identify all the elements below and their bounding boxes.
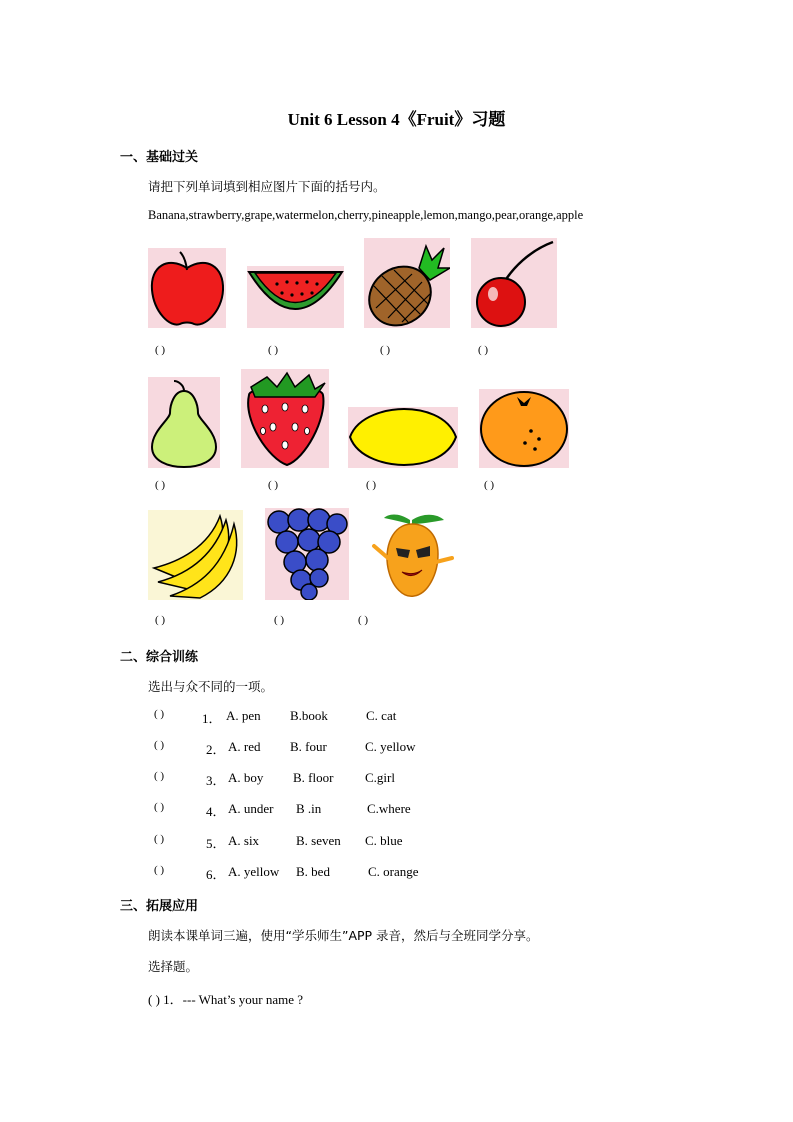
- option-b: B. four: [290, 739, 327, 754]
- strawberry-image: [241, 369, 329, 468]
- question-number: 4．: [206, 804, 226, 819]
- option-c: C.girl: [365, 770, 395, 785]
- word-bank: Banana,strawberry,grape,watermelon,cherry,pineapple,lemon,mango,pear,orange,apple: [148, 208, 584, 222]
- blank-8[interactable]: ( ): [484, 479, 495, 491]
- question-number: 5．: [206, 836, 226, 851]
- section-2-instruction: 选出与众不同的一项。: [148, 679, 274, 694]
- option-a: A. boy: [228, 770, 264, 785]
- blank-6[interactable]: ( ): [268, 479, 279, 491]
- option-c: C. blue: [365, 833, 403, 848]
- pineapple-image: [364, 238, 450, 328]
- blank-2[interactable]: ( ): [268, 344, 279, 356]
- banana-image: [148, 510, 243, 600]
- option-b: B. seven: [296, 833, 341, 848]
- blank-9[interactable]: ( ): [155, 614, 166, 626]
- answer-blank[interactable]: ( ): [154, 739, 165, 751]
- section-1-instruction: 请把下列单词填到相应图片下面的括号内。: [148, 179, 386, 194]
- blank-5[interactable]: ( ): [155, 479, 166, 491]
- blank-10[interactable]: ( ): [274, 614, 285, 626]
- apple-image: [148, 248, 226, 328]
- page-title: Unit 6 Lesson 4《Fruit》习题: [287, 110, 506, 129]
- option-a: A. under: [228, 801, 274, 816]
- pear-image: [148, 377, 220, 468]
- cherry-image: [471, 238, 557, 328]
- option-c: C. cat: [366, 708, 397, 723]
- answer-blank[interactable]: ( ): [154, 833, 165, 845]
- option-a: A. six: [228, 833, 260, 848]
- choice-heading: 选择题。: [148, 959, 199, 974]
- option-a: A. red: [228, 739, 261, 754]
- section-1-heading: 一、基础过关: [120, 150, 199, 165]
- option-b: B. bed: [296, 864, 330, 879]
- answer-blank[interactable]: ( ): [154, 770, 165, 782]
- option-c: C.where: [367, 801, 411, 816]
- blank-7[interactable]: ( ): [366, 479, 377, 491]
- question-number: 6．: [206, 867, 226, 882]
- blank-1[interactable]: ( ): [155, 344, 166, 356]
- mango-image: [368, 508, 460, 600]
- grape-image: [265, 508, 349, 600]
- question-number: 2．: [206, 742, 226, 757]
- answer-blank[interactable]: ( ): [154, 801, 165, 813]
- orange-image: [479, 389, 569, 468]
- answer-blank[interactable]: ( ): [154, 708, 165, 720]
- blank-4[interactable]: ( ): [478, 344, 489, 356]
- option-b: B. floor: [293, 770, 334, 785]
- option-a: A. yellow: [228, 864, 280, 879]
- answer-blank[interactable]: ( ): [154, 864, 165, 876]
- blank-3[interactable]: ( ): [380, 344, 391, 356]
- watermelon-image: [247, 266, 344, 328]
- option-b: B.book: [290, 708, 328, 723]
- lemon-image: [348, 407, 458, 468]
- blank-11[interactable]: ( ): [358, 614, 369, 626]
- section-2-heading: 二、综合训练: [120, 650, 199, 665]
- option-a: A. pen: [226, 708, 261, 723]
- option-b: B .in: [296, 801, 322, 816]
- section-3-heading: 三、拓展应用: [120, 899, 199, 914]
- question-number: 1．: [202, 711, 222, 726]
- choice-question-1: ( ) 1．--- What’s your name ?: [148, 992, 303, 1007]
- read-task: 朗读本课单词三遍，使用“学乐师生”APP 录音，然后与全班同学分享。: [148, 928, 539, 943]
- option-c: C. orange: [368, 864, 419, 879]
- question-number: 3．: [206, 773, 226, 788]
- option-c: C. yellow: [365, 739, 416, 754]
